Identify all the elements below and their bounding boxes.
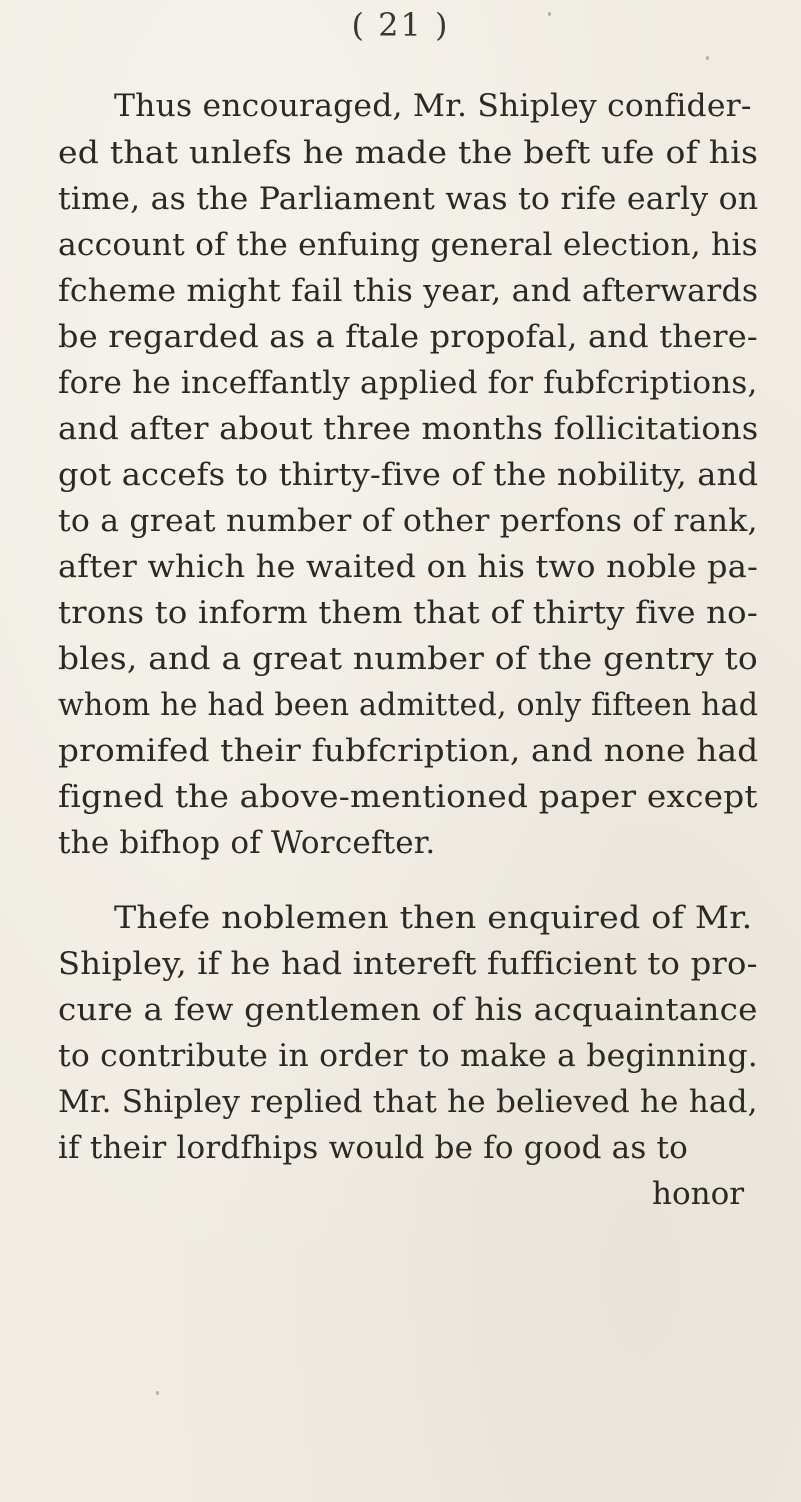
paragraph-1-line-7: fore he inceffantly applied for fubfcriptions, xyxy=(58,365,758,401)
paragraph-1-line-11: after which he waited on his two noble pa- xyxy=(58,549,759,585)
paragraph-1-line-14: whom he had been admitted, only fifteen had xyxy=(58,687,759,723)
paragraph-1-line-9: got accefs to thirty-five of the nobility, and xyxy=(58,457,759,493)
paragraph-1-line-5: fcheme might fail this year, and afterwards xyxy=(58,273,759,309)
paragraph-2-line-6: if their lordfhips would be fo good as to xyxy=(58,1130,689,1166)
paragraph-1-line-6: be regarded as a ftale propofal, and there- xyxy=(58,319,758,355)
paragraph-1-line-8: and after about three months follicitations xyxy=(58,411,759,447)
paragraph-1-line-12: trons to inform them that of thirty five no- xyxy=(58,595,758,631)
paragraph-1-line-15: promifed their fubfcription, and none had xyxy=(58,733,759,769)
paragraph-2-line-1: Thefe noblemen then enquired of Mr. xyxy=(114,900,753,936)
paragraph-2-line-2: Shipley, if he had intereft fufficient to pro- xyxy=(58,946,758,982)
paragraph-1-line-3: time, as the Parliament was to rife early on xyxy=(58,181,759,217)
paragraph-1-line-2: ed that unlefs he made the beft ufe of his xyxy=(58,135,759,171)
paragraph-2-line-3: cure a few gentlemen of his acquaintance xyxy=(58,992,758,1028)
paragraph-1-line-4: account of the enfuing general election, his xyxy=(58,227,758,263)
catchword: honor xyxy=(652,1176,745,1212)
paper-speck xyxy=(706,56,709,60)
paragraph-2-line-4: to contribute in order to make a beginning. xyxy=(58,1038,758,1074)
paragraph-1-line-13: bles, and a great number of the gentry to xyxy=(58,641,758,677)
paragraph-1-line-10: to a great number of other perfons of rank, xyxy=(58,503,758,539)
paragraph-2-line-5: Mr. Shipley replied that he believed he had, xyxy=(58,1084,758,1120)
paper-speck xyxy=(548,12,551,16)
paragraph-1-line-1: Thus encouraged, Mr. Shipley confider- xyxy=(114,88,752,124)
paragraph-1-line-16: figned the above-mentioned paper except xyxy=(58,779,758,815)
paragraph-1-line-17: the bifhop of Worcefter. xyxy=(58,825,436,861)
page-number: ( 21 ) xyxy=(351,6,450,44)
paper-speck xyxy=(156,1391,159,1395)
